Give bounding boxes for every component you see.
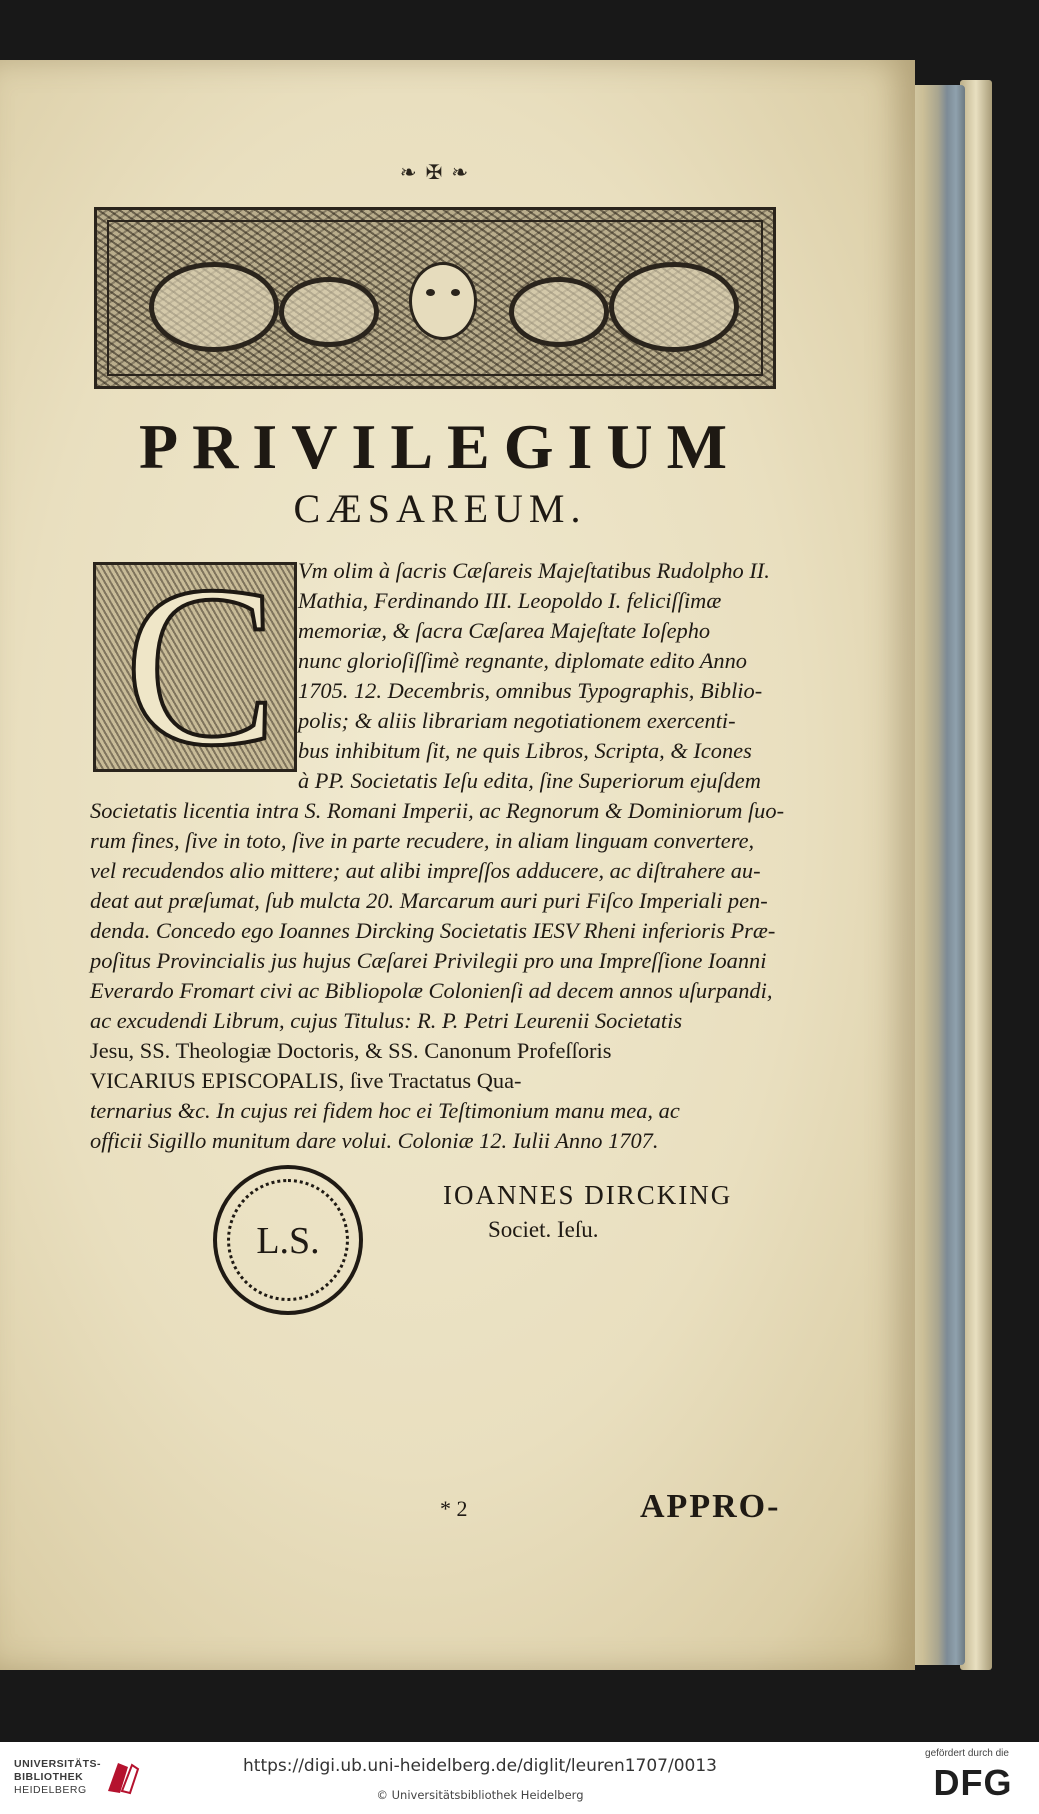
body-line: ternarius &c. In cujus rei fidem hoc ei Teſtimonium manu mea, ac (90, 1098, 680, 1123)
seal-circle (213, 1165, 363, 1315)
page-subtitle: CÆSAREUM. (293, 486, 587, 531)
signature-mark: * 2 (440, 1496, 468, 1521)
dfg-logo[interactable]: DFG (933, 1762, 1013, 1803)
body-line: Everardo Fromart civi ac Bibliopolæ Colonienſi ad decem annos uſurpandi, (90, 978, 773, 1003)
catchword: APPRO- (640, 1488, 781, 1525)
body-line: memoriæ, & ſacra Cæſarea Majeſtate Ioſepho (298, 618, 711, 643)
body-line: 1705. 12. Decembris, omnibus Typographis, Biblio- (298, 678, 763, 703)
seal-label: L.S. (256, 1220, 320, 1262)
body-line: polis; & aliis librariam negotiationem exercenti- (298, 708, 736, 733)
viewer-footer (0, 1742, 1039, 1814)
privilege-body-text (90, 556, 796, 1156)
body-line: Jesu, SS. Theologiæ Doctoris, & SS. Canonum Profeſſoris (90, 1038, 612, 1063)
body-line: Vm olim à ſacris Cæſareis Majeſtatibus Rudolpho II. (298, 558, 770, 583)
library-name-line: UNIVERSITÄTS- (14, 1758, 102, 1770)
signatory-name: IOANNES DIRCKING (443, 1180, 733, 1210)
body-line: Mathia, Ferdinando III. Leopoldo I. feliciſſimæ (298, 588, 722, 613)
body-line: officii Sigillo munitum dare volui. Coloniæ 12. Iulii Anno 1707. (90, 1128, 659, 1153)
body-line: Societatis licentia intra S. Romani Imperii, ac Regnorum & Dominiorum ſuo- (90, 798, 785, 823)
headpiece-inner-frame (107, 220, 763, 376)
body-line: bus inhibitum ſit, ne quis Libros, Scripta, & Icones (298, 738, 752, 763)
body-line: nunc glorioſiſſimè regnante, diplomate edito Anno (298, 648, 748, 673)
body-line: poſitus Provincialis jus hujus Cæſarei Privilegii pro una Impreſſione Ioanni (90, 948, 767, 973)
initial-letter: C (124, 538, 278, 793)
body-line: vel recudendos alio mittere; aut alibi impreſſos adducere, ac diſtrahere au- (90, 858, 761, 883)
page-title: PRIVILEGIUM (138, 411, 742, 482)
page-url-link[interactable]: https://digi.ub.uni-heidelberg.de/diglit/leuren1707/0013 (243, 1756, 717, 1776)
body-line: deat aut præſumat, ſub mulcta 20. Marcarum auri puri Fiſco Imperiali pen- (90, 888, 768, 913)
signatory-society: Societ. Ieſu. (488, 1217, 599, 1242)
headpiece-swirl-left (149, 262, 279, 352)
library-logo-text[interactable] (14, 1758, 101, 1797)
library-name-line: HEIDELBERG (14, 1784, 87, 1796)
body-line: ac excudendi Librum, cujus Titulus: R. P. Petri Leurenii Societatis (90, 1008, 683, 1033)
headpiece-swirl-right (609, 262, 739, 352)
library-name-line: BIBLIOTHEK (14, 1771, 84, 1783)
body-line: VICARIUS EPISCOPALIS, ſive Tractatus Qua- (90, 1068, 522, 1093)
woodcut-headpiece-ornament (94, 207, 776, 389)
funding-note: gefördert durch die (925, 1748, 1009, 1759)
top-fleuron-ornament: ❧ ✠ ❧ (399, 162, 471, 184)
copyright-notice: © Universitätsbibliothek Heidelberg (376, 1788, 584, 1802)
headpiece-swirl-midleft (279, 277, 379, 347)
headpiece-swirl-midright (509, 277, 609, 347)
body-line: rum fines, ſive in toto, ſive in parte recudere, in aliam linguam convertere, (90, 828, 755, 853)
body-line: denda. Concedo ego Ioannes Dircking Societatis IESV Rheni inferioris Præ- (90, 918, 776, 943)
headpiece-cherub-face (409, 262, 477, 340)
body-line: à PP. Societatis Ieſu edita, ſine Superiorum ejuſdem (298, 768, 761, 793)
library-logo-icon (104, 1757, 142, 1797)
